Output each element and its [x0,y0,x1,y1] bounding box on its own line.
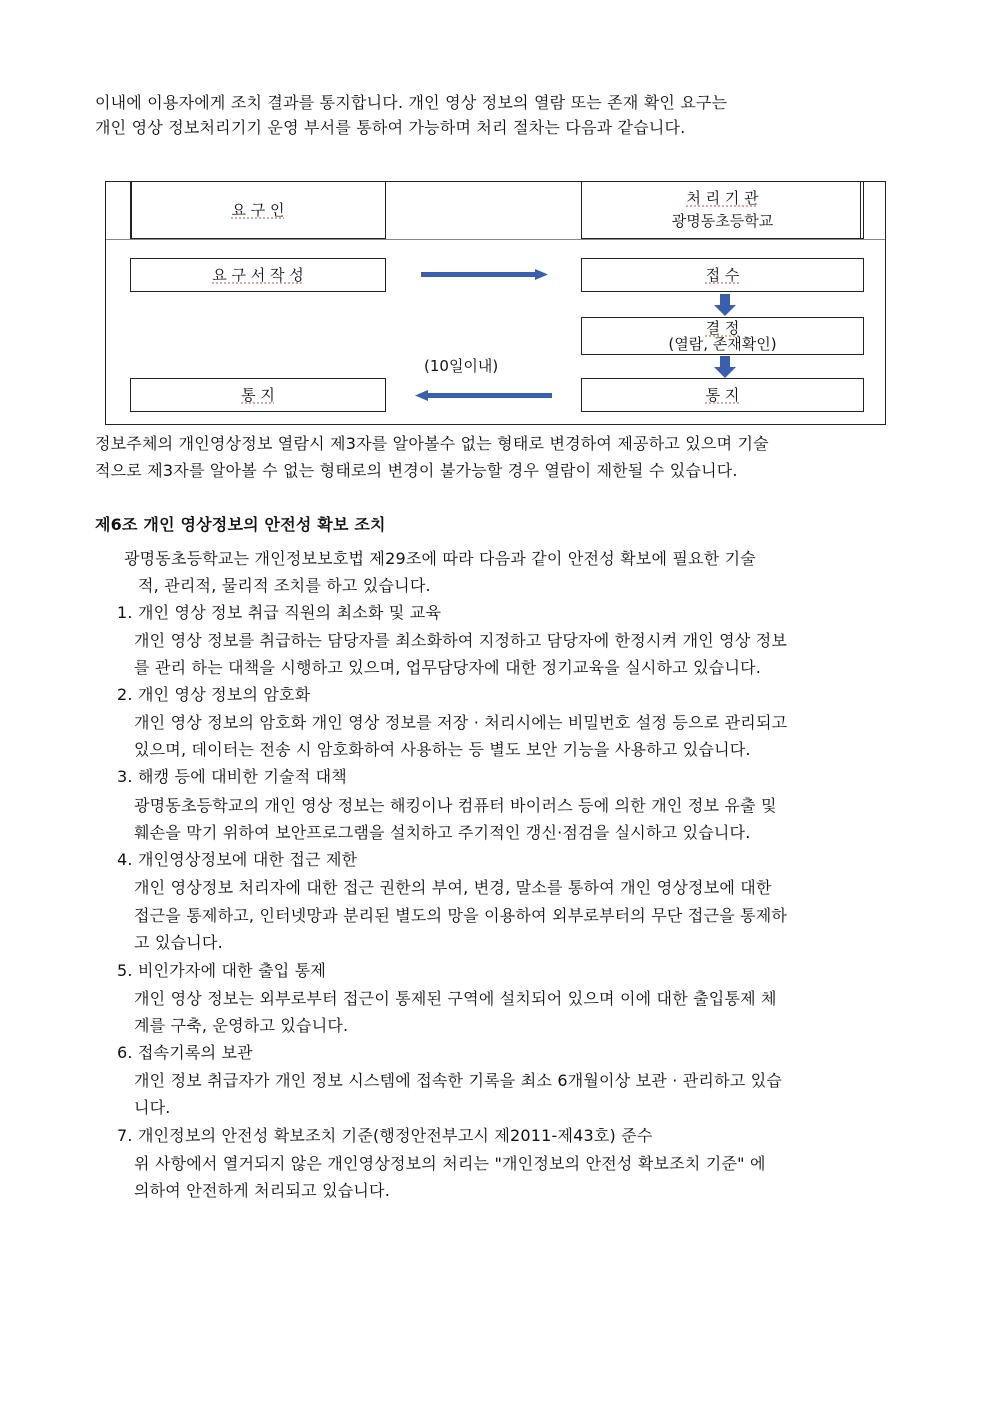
right-arrow-icon [421,269,549,281]
after-diagram-line-2: 적으로 제3자를 알아볼 수 없는 형태로의 변경이 불가능할 경우 열람이 제한될 수 있습니다. [95,461,738,480]
item-body-line: 니다. [134,1098,171,1117]
item-body-line: 계를 구축, 운영하고 있습니다. [134,1016,349,1035]
item-title: 5. 비인가자에 대한 출입 통제 [117,961,327,980]
article-6-title: 제6조 개인 영상정보의 안전성 확보 조치 [95,515,386,534]
step-notify-requester: 통 지 [130,378,386,412]
diagram-header-rule [106,239,885,240]
item-body-line: 있으며, 데이터는 전송 시 암호화하여 사용하는 등 별도 보안 기능을 사용하고 있습니다. [134,740,751,759]
requester-header: 요 구 인 [130,181,386,239]
item-body-line: 개인 영상 정보를 취급하는 담당자를 최소화하여 지정하고 담당자에 한정시켜 개인 영상 정보 [134,631,788,650]
item-title: 7. 개인정보의 안전성 확보조치 기준(행정안전부고시 제2011-제43호) 준수 [117,1126,653,1145]
article-6-intro-2: 적, 관리적, 물리적 조치를 하고 있습니다. [138,576,431,595]
step-write-request: 요 구 서 작 성 [130,258,386,292]
item-body-line: 의하여 안전하게 처리되고 있습니다. [134,1181,390,1200]
item-body-line: 를 관리 하는 대책을 시행하고 있으며, 업무담당자에 대한 정기교육을 실시하고 있습니다. [134,658,762,677]
intro-line-2: 개인 영상 정보처리기기 운영 부서를 통하여 가능하며 처리 절차는 다음과 같습니다. [95,118,686,137]
deadline-note: (10일이내) [424,357,499,375]
step-receive: 접 수 [581,258,864,292]
step-decide: 결 정 (열람, 존재확인) [581,317,864,355]
item-body-line: 훼손을 막기 위하여 보안프로그램을 설치하고 주기적인 갱신·점검을 실시하고 있습니다. [134,823,751,842]
process-diagram [105,181,886,425]
intro-line-1: 이내에 이용자에게 조치 결과를 통지합니다. 개인 영상 정보의 열람 또는 존재 확인 요구는 [95,93,728,112]
item-body-line: 개인 영상 정보는 외부로부터 접근이 통제된 구역에 설치되어 있으며 이에 대한 출입통제 체 [134,989,777,1008]
agency-header: 처 리 기 관 광명동초등학교 [581,181,864,239]
item-title: 1. 개인 영상 정보 취급 직원의 최소화 및 교육 [117,603,442,622]
item-body-line: 위 사항에서 열거되지 않은 개인영상정보의 처리는 "개인정보의 안전성 확보조치 기준" 에 [134,1154,766,1173]
down-arrow-icon [714,294,736,316]
item-title: 6. 접속기록의 보관 [117,1043,253,1062]
left-arrow-icon [415,390,553,402]
item-title: 4. 개인영상정보에 대한 접근 제한 [117,850,358,869]
article-6-intro-1: 광명동초등학교는 개인정보보호법 제29조에 따라 다음과 같이 안전성 확보에 필요한 기술 [124,549,756,568]
item-title: 3. 해캥 등에 대비한 기술적 대책 [117,767,347,786]
after-diagram-line-1: 정보주체의 개인영상정보 열람시 제3자를 알아볼수 없는 형태로 변경하여 제공하고 있으며 기술 [95,434,769,453]
down-arrow-icon [714,356,736,378]
item-title: 2. 개인 영상 정보의 암호화 [117,685,311,704]
item-body-line: 개인 정보 취급자가 개인 정보 시스템에 접속한 기록을 최소 6개월이상 보관 · 관리하고 있습 [134,1071,782,1090]
step-notify-agency: 통 지 [581,378,864,412]
item-body-line: 광명동초등학교의 개인 영상 정보는 해킹이나 컴퓨터 바이러스 등에 의한 개인 정보 유출 및 [134,796,777,815]
item-body-line: 접근을 통제하고, 인터넷망과 분리된 별도의 망을 이용하여 외부로부터의 무단 접근을 통제하 [134,906,788,925]
item-body-line: 개인 영상정보 처리자에 대한 접근 권한의 부여, 변경, 말소를 통하여 개인 영상정보에 대한 [134,878,772,897]
item-body-line: 고 있습니다. [134,933,223,952]
item-body-line: 개인 영상 정보의 암호화 개인 영상 정보를 저장 · 처리시에는 비밀번호 설정 등으로 관리되고 [134,713,788,732]
